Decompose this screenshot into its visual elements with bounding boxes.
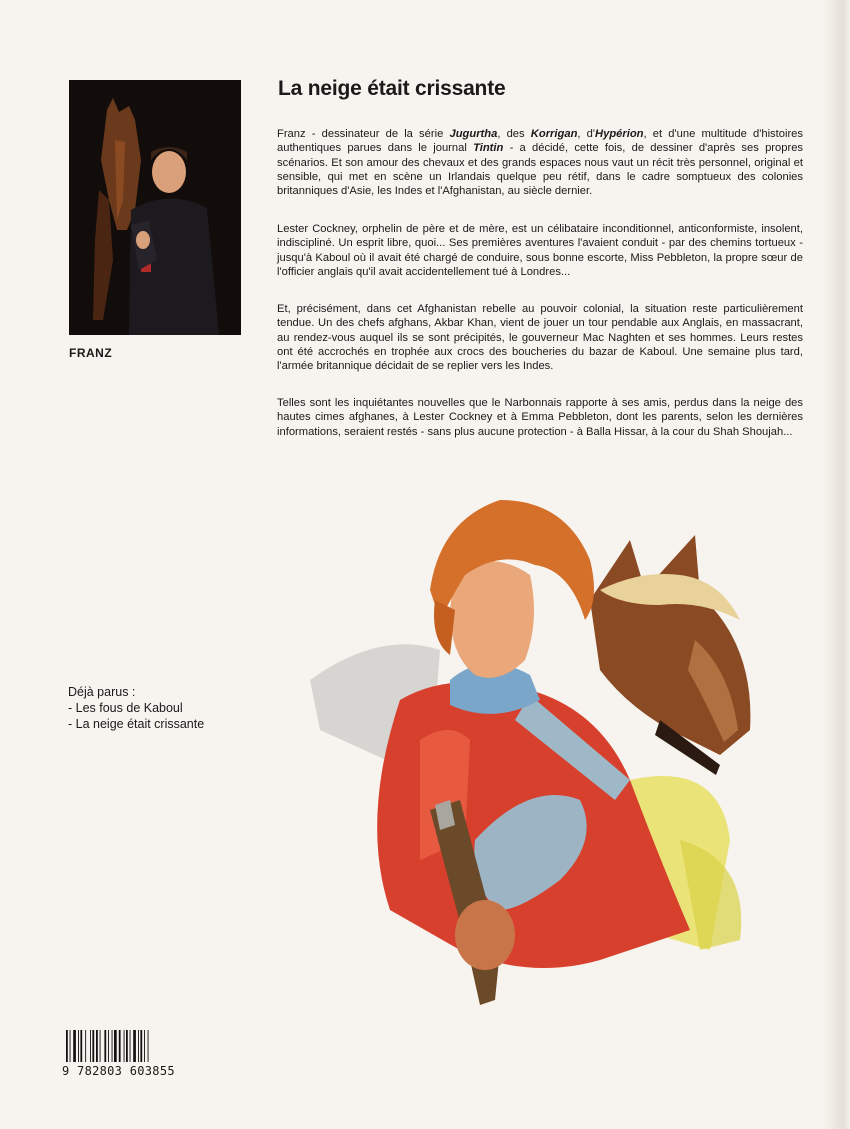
already-published-list: [68, 684, 204, 732]
paragraph-intro: Franz - dessinateur de la série Jugurtha, des Korrigan, d'Hypérion, et d'une multitude d'histoires authentiques parues dans le journal Tintin - a décidé, cette fois, de dessiner d'après ses propres scénarios. Et son amour des chevaux et des grands espaces nous vaut un récit très personnel, original et sensible, qui met en scène un Irlandais quelque peu rétif, dans le cadre somptueux des colonies britanniques d'Asie, les Indes et l'Afghanistan, au siècle dernier.: [277, 128, 804, 198]
book-title: La neige était crissante: [278, 77, 506, 100]
already-published-heading: Déjà parus :: [68, 685, 136, 699]
author-photo: [69, 80, 241, 335]
published-item: - La neige était crissante: [68, 717, 205, 731]
paragraph-afghanistan: Et, précisément, dans cet Afghanistan rebelle au pouvoir colonial, la situation reste particulièrement tendue. Un des chefs afghans, Akbar Khan, vient de jouer un tour pendable aux Anglais, en massacrant, au rendez-vous auquel ils se sont précipités, le gouverneur Mac Naghten et ses hommes. Leurs restes ont été accrochés en trophée aux crocs des boucheries du bazar de Kaboul. Une semaine plus tard, l'armée britannique décidait de se replier vers les Indes.: [277, 303, 803, 373]
paragraph-news: Telles sont les inquiétantes nouvelles que le Narbonnais rapporte à ses amis, perdus dans la neige des hautes cimes afghanes, à Lester Cockney et à Emma Pebbleton, dont les parents, selon les dernières informations, seraient restés - sans plus aucune protection - à Balla Hissar, à la cour du Shah Shoujah...: [277, 397, 803, 438]
book-spine-edge: [822, 0, 850, 1129]
paragraph-lester: Lester Cockney, orphelin de père et de mère, est un célibataire inconditionnel, anticonformiste, insolent, indiscipliné. Un esprit libre, quoi... Ses premières aventures l'avaient conduit - par des chemins tortueux - jusqu'à Kaboul où il avait été chargé de conduire, sous bonne escorte, Miss Pebbleton, la propre sœur de l'officier anglais qu'il avait accidentellement tué à Londres...: [277, 223, 803, 278]
author-name: FRANZ: [69, 346, 113, 360]
cover-illustration: [300, 480, 770, 1040]
published-item: - Les fous de Kaboul: [68, 701, 183, 715]
isbn-number: 9 782803 603855: [62, 1064, 175, 1078]
